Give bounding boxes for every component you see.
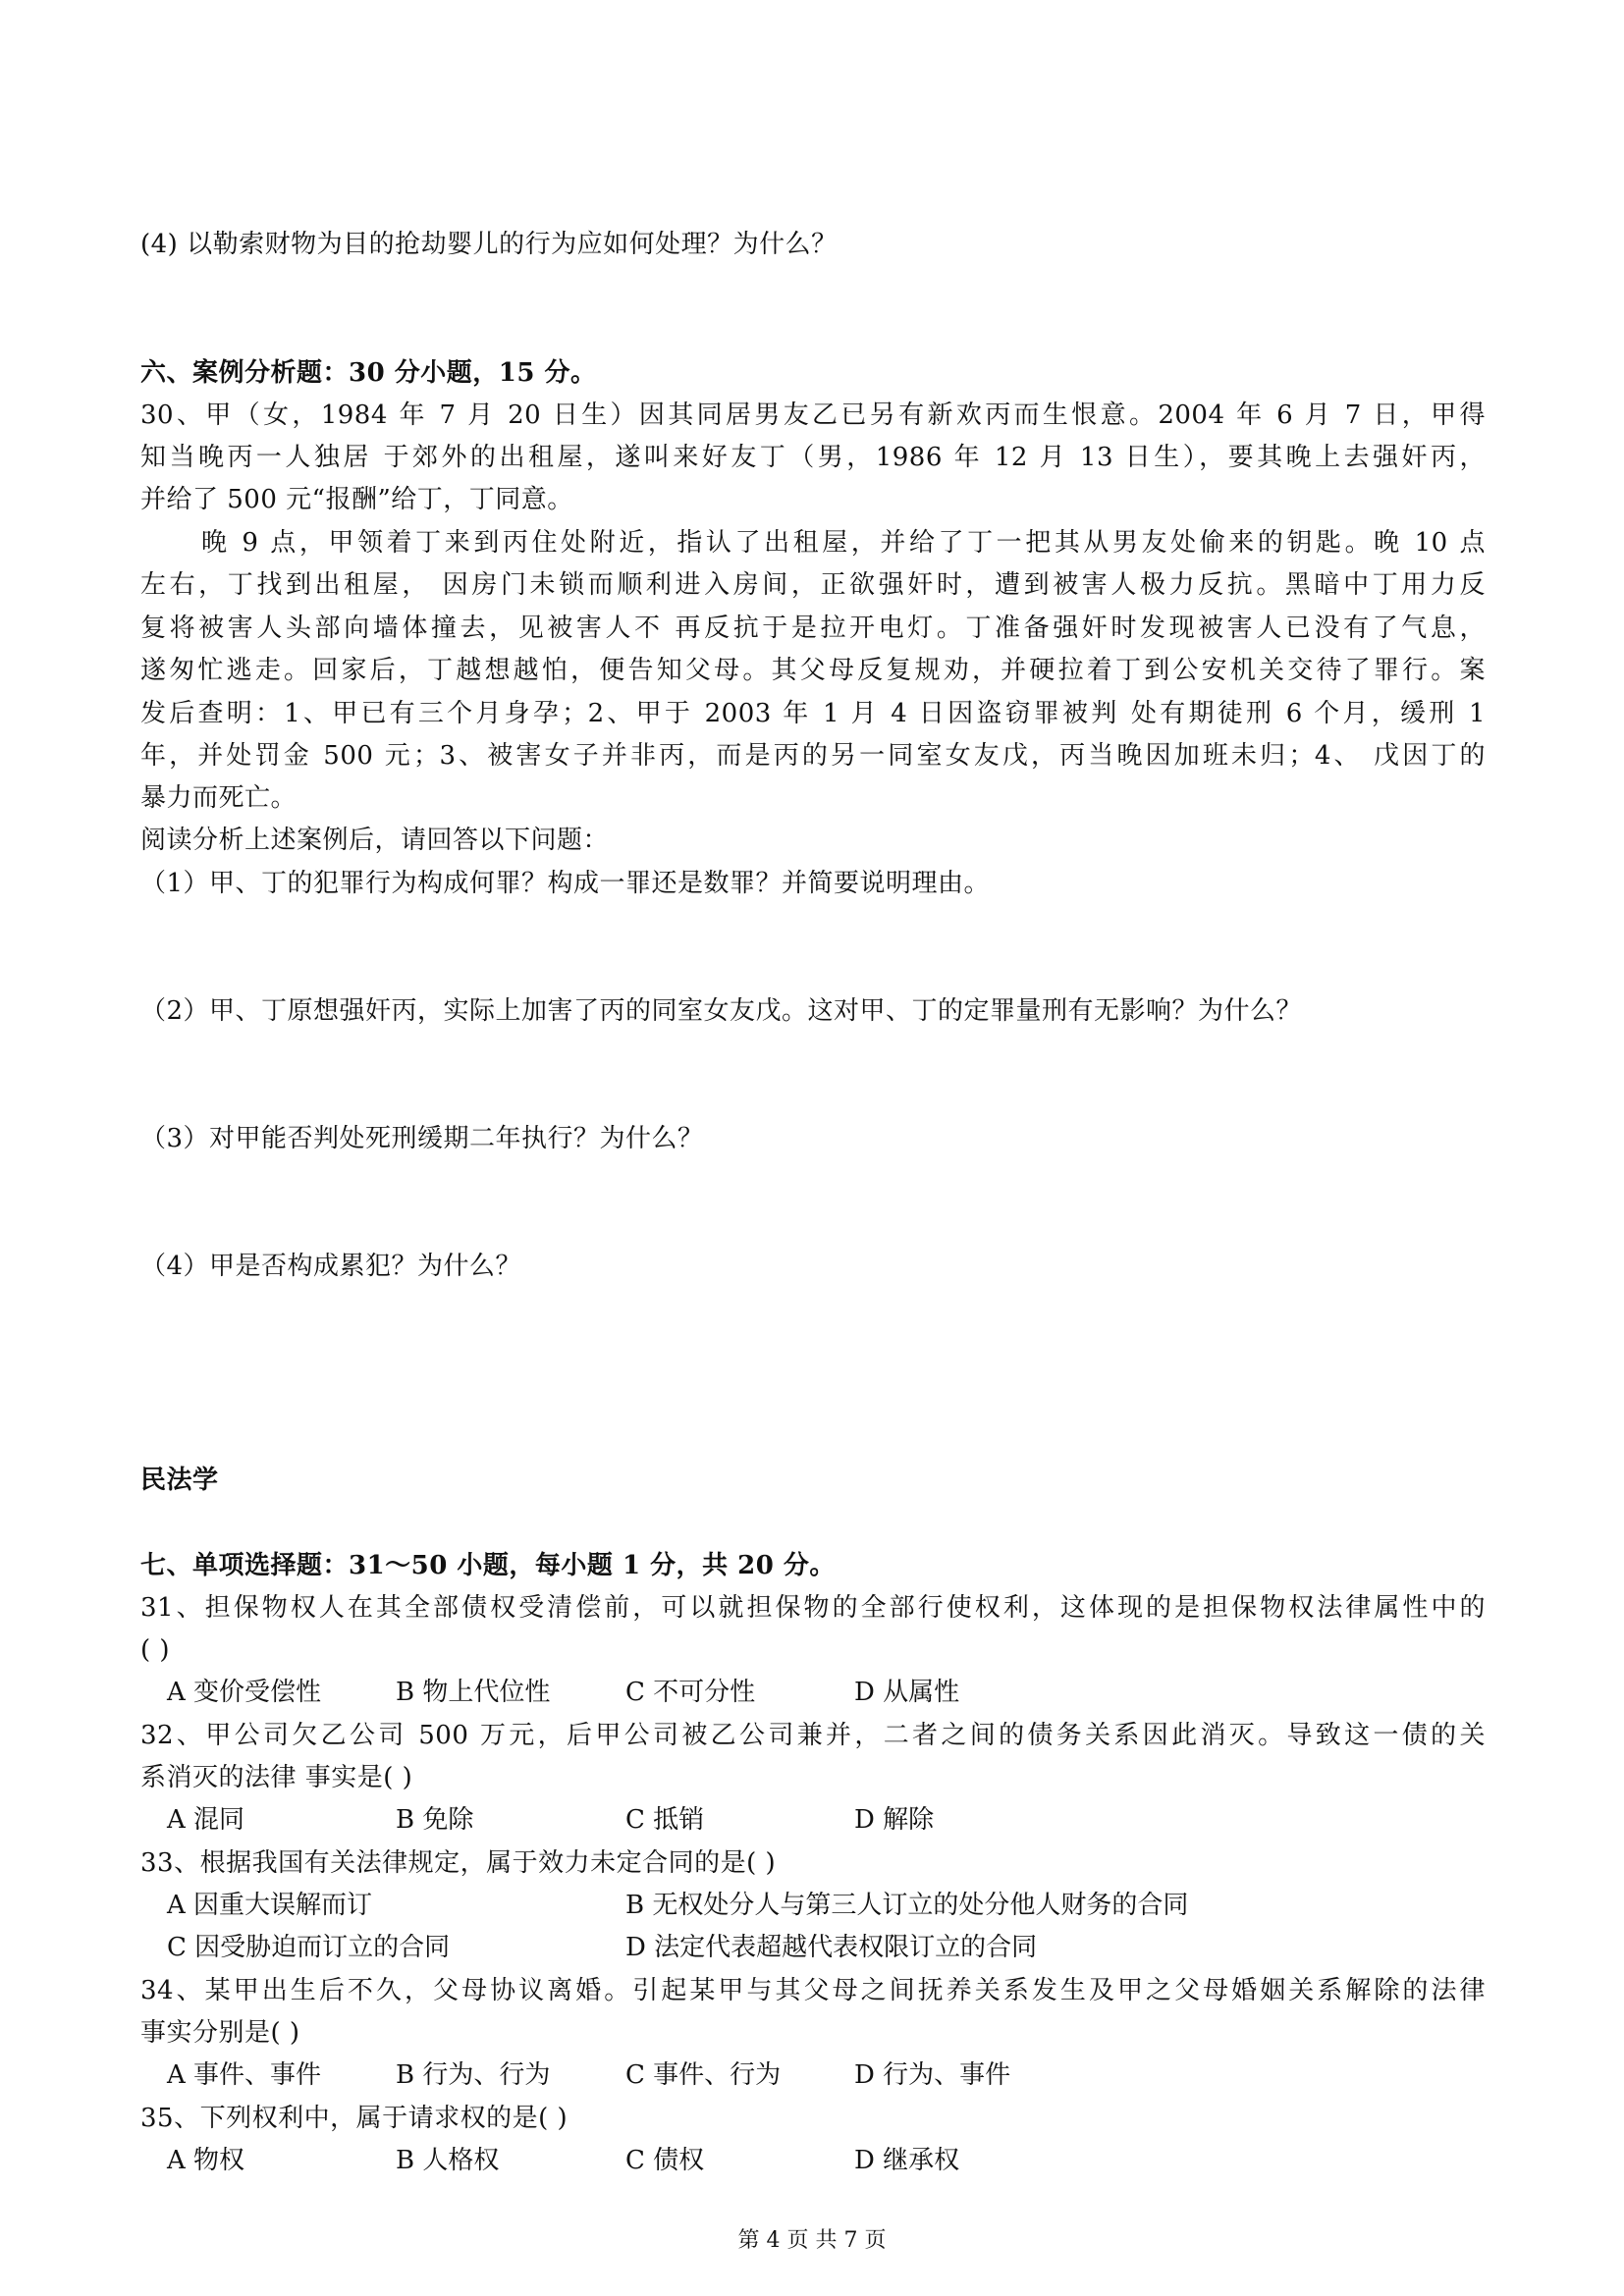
question-33-options <box>167 1930 1443 1965</box>
option-a: A 变价受偿性 <box>167 1678 322 1707</box>
option-b: B 无权处分人与第三人订立的处分他人财务的合同 <box>625 1891 1189 1920</box>
option-d: D 法定代表超越代表权限订立的合同 <box>625 1933 1038 1962</box>
option-a: A 物权 <box>167 2146 245 2175</box>
question-31-text: ( ) <box>140 1635 171 1665</box>
option-b: B 物上代位性 <box>396 1678 551 1707</box>
question-33-text: 33、根据我国有关法律规定，属于效力未定合同的是( ) <box>140 1848 777 1878</box>
case-question: （2）甲、丁原想强奸丙，实际上加害了丙的同室女友戊。这对甲、丁的定罪量刑有无影响？为什么？ <box>140 996 1303 1026</box>
page-footer: 第 4 页 共 7 页 <box>737 2228 887 2253</box>
option-d: D 继承权 <box>854 2146 960 2175</box>
question-32-text: 系消灭的法律 事实是( ) <box>140 1763 413 1792</box>
question-35-options <box>167 2143 1443 2178</box>
option-b: B 人格权 <box>396 2146 500 2175</box>
question-32-text: 32、甲公司欠乙公司 500 万元，后甲公司被乙公司兼并，二者之间的债务关系因此消灭。导致这一债的关 <box>140 1721 1486 1750</box>
case-paragraph-line: 左右，丁找到出租屋， 因房门未锁而顺利进入房间，正欲强奸时，遭到被害人极力反抗。黑暗中丁用力反 <box>140 570 1486 600</box>
question-32-options <box>167 1802 1443 1838</box>
case-paragraph-line: 暴力而死亡。 <box>140 783 298 813</box>
question-35-text: 35、下列权利中，属于请求权的是( ) <box>140 2104 568 2133</box>
option-b: B 行为、行为 <box>396 2060 551 2090</box>
case-paragraph-line: 30、甲（女，1984 年 7 月 20 日生）因其同居男友乙已另有新欢丙而生恨意。2004 年 6 月 7 日，甲得 <box>140 400 1486 430</box>
case-paragraph-line: 发后查明：1、甲已有三个月身孕；2、甲于 2003 年 1 月 4 日因盗窃罪被判 处有期徒刑 6 个月，缓刑 1 <box>140 699 1486 728</box>
option-b: B 免除 <box>396 1805 474 1835</box>
case-paragraph-line: 晚 9 点，甲领着丁来到丙住处附近，指认了出租屋，并给了丁一把其从男友处偷来的钥匙。晚 10 点 <box>201 528 1486 558</box>
case-question: （3）对甲能否判处死刑缓期二年执行？为什么？ <box>140 1124 704 1153</box>
question-33-options <box>167 1888 1443 1923</box>
option-a: A 因重大误解而订 <box>167 1891 373 1920</box>
case-prompt: 阅读分析上述案例后，请回答以下问题： <box>140 826 610 855</box>
option-c: C 抵销 <box>625 1805 705 1835</box>
question-31-text: 31、担保物权人在其全部债权受清偿前，可以就担保物的全部行使权利，这体现的是担保物权法律属性中的 <box>140 1593 1486 1623</box>
case-paragraph-line: 知当晚丙一人独居 于郊外的出租屋，遂叫来好友丁（男，1986 年 12 月 13 日生），要其晚上去强奸丙， <box>140 443 1486 472</box>
case-question: （4）甲是否构成累犯？为什么？ <box>140 1252 522 1281</box>
question-34-text: 事实分别是( ) <box>140 2018 300 2048</box>
option-c: C 因受胁迫而订立的合同 <box>167 1933 451 1962</box>
section-7-heading: 七、单项选择题：31～50 小题，每小题 1 分，共 20 分。 <box>140 1551 836 1580</box>
option-c: C 不可分性 <box>625 1678 756 1707</box>
option-c: C 事件、行为 <box>625 2060 782 2090</box>
case-paragraph-line: 并给了 500 元“报酬”给丁，丁同意。 <box>140 485 573 514</box>
question-34-options <box>167 2057 1443 2093</box>
case-question: （1）甲、丁的犯罪行为构成何罪？构成一罪还是数罪？并简要说明理由。 <box>140 869 991 898</box>
question-31-options <box>167 1675 1443 1710</box>
option-d: D 从属性 <box>854 1678 960 1707</box>
option-a: A 混同 <box>167 1805 245 1835</box>
case-paragraph-line: 复将被害人头部向墙体撞去，见被害人不 再反抗于是拉开电灯。丁准备强奸时发现被害人已没有了气息， <box>140 614 1486 643</box>
question-4-text: (4) 以勒索财物为目的抢劫婴儿的行为应如何处理？为什么？ <box>140 230 838 259</box>
question-34-text: 34、某甲出生后不久，父母协议离婚。引起某甲与其父母之间抚养关系发生及甲之父母婚姻关系解除的法律 <box>140 1976 1486 2005</box>
case-paragraph-line: 年，并处罚金 500 元；3、被害女子并非丙，而是丙的另一同室女友戊，丙当晚因加班未归；4、 戊因丁的 <box>140 741 1486 771</box>
option-c: C 债权 <box>625 2146 705 2175</box>
option-a: A 事件、事件 <box>167 2060 322 2090</box>
part-title: 民法学 <box>140 1466 219 1495</box>
section-6-heading: 六、案例分析题：30 分小题，15 分。 <box>140 358 597 388</box>
option-d: D 解除 <box>854 1805 935 1835</box>
option-d: D 行为、事件 <box>854 2060 1011 2090</box>
case-paragraph-line: 遂匆忙逃走。回家后，丁越想越怕，便告知父母。其父母反复规劝，并硬拉着丁到公安机关交待了罪行。案 <box>140 656 1486 685</box>
